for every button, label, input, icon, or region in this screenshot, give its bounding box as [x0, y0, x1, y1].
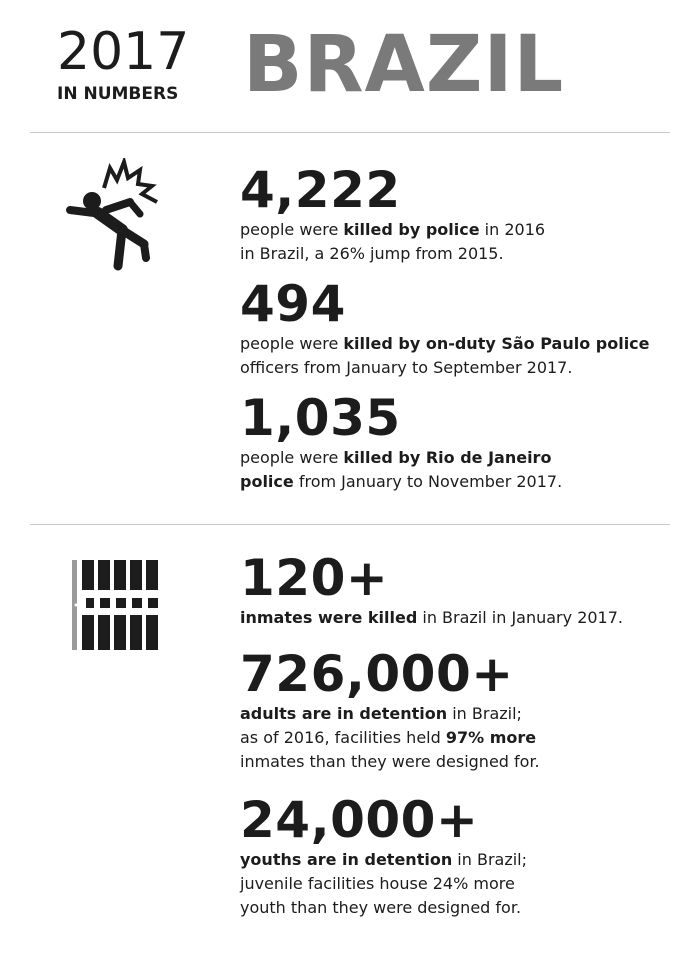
- desc-line: inmates were killed in Brazil in January 2017.: [240, 608, 623, 627]
- stat-youths-detention: [240, 792, 680, 920]
- stat-sao-paulo: [240, 276, 680, 380]
- desc-line: people were killed by Rio de Janeiro: [240, 448, 552, 467]
- desc-line: juvenile facilities house 24% more: [240, 874, 515, 893]
- desc-line: people were killed by on-duty São Paulo police: [240, 334, 650, 353]
- stat-description: [240, 446, 680, 494]
- desc-line: youths are in detention in Brazil;: [240, 850, 528, 869]
- desc-line: in Brazil, a 26% jump from 2015.: [240, 244, 504, 263]
- stat-description: [240, 332, 680, 380]
- stat-number: 4,222: [240, 161, 401, 219]
- stat-number: 120+: [240, 549, 389, 607]
- desc-line: people were killed by police in 2016: [240, 220, 546, 239]
- country-title: BRAZIL: [243, 20, 565, 110]
- desc-line: adults are in detention in Brazil;: [240, 704, 522, 723]
- stat-number: 494: [240, 275, 346, 333]
- desc-line: as of 2016, facilities held 97% more: [240, 728, 537, 747]
- stat-number: 726,000+: [240, 645, 514, 703]
- stat-description: [240, 702, 680, 774]
- header: [0, 0, 700, 132]
- stat-inmates-killed: [240, 550, 680, 630]
- stat-number: 24,000+: [240, 791, 479, 849]
- desc-line: police from January to November 2017.: [240, 472, 563, 491]
- stat-description: [240, 848, 680, 920]
- divider: [30, 524, 670, 525]
- prison-bars-icon: [72, 560, 164, 650]
- stat-description: [240, 218, 680, 266]
- subtitle: IN NUMBERS: [57, 84, 179, 104]
- divider: [30, 132, 670, 133]
- stat-rio-de-janeiro: [240, 390, 680, 494]
- stat-number: 1,035: [240, 389, 401, 447]
- stat-description: [240, 606, 680, 630]
- stat-adults-detention: [240, 646, 680, 774]
- desc-line: officers from January to September 2017.: [240, 358, 573, 377]
- police-violence-icon: [62, 158, 162, 273]
- desc-line: youth than they were designed for.: [240, 898, 522, 917]
- stat-killed-by-police: [240, 162, 680, 266]
- desc-line: inmates than they were designed for.: [240, 752, 540, 771]
- year-title: 2017: [57, 22, 190, 82]
